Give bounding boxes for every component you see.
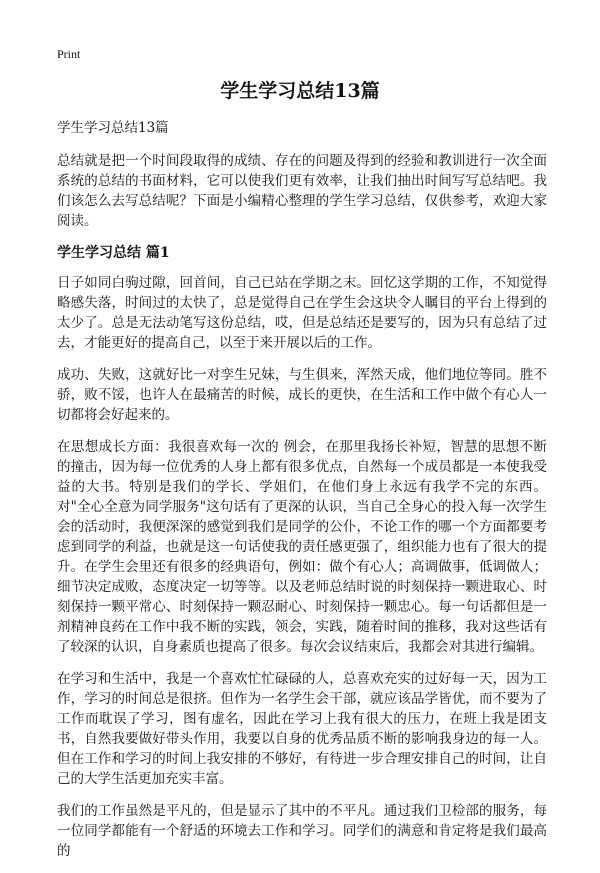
body-paragraph: 在学习和生活中，我是一个喜欢忙忙碌碌的人，总喜欢充实的过好每一天，因为工作，学习的时间总是很挤。但作为一名学生会干部，就应该品学皆优，而不要为了工作而耽误了学习，图有虚名，因此在学习上我有很大的压力，在班上我是团支书，自然我要做好带头作用，我要以自身的优秀品质不断的影响我身边的每一人。但在工作和学习的时间上我安排的不够好，有待进一步合理安排自己的时间，让自己的大学生活更加充实丰富。 xyxy=(57,671,547,787)
document-body xyxy=(57,118,547,873)
document-title: 学生学习总结13篇 xyxy=(220,80,380,102)
document-subtitle: 学生学习总结13篇 xyxy=(57,120,169,136)
section-heading: 学生学习总结 篇1 xyxy=(57,245,170,261)
intro-paragraph: 总结就是把一个时间段取得的成绩、存在的问题及得到的经验和教训进行一次全面系统的总结的书面材料，它可以使我们更有效率，让我们抽出时间写写总结吧。我们该怎么去写总结呢？下面是小编精心整理的学生学习总结，仅供参考，欢迎大家阅读。 xyxy=(57,153,547,229)
body-paragraph: 我们的工作虽然是平凡的，但是显示了其中的不平凡。通过我们卫检部的服务，每一位同学都能有一个舒适的环境去工作和学习。同学们的满意和肯定将是我们最高的 xyxy=(57,803,547,859)
print-label[interactable]: Print xyxy=(57,47,81,61)
body-paragraph: 成功、失败，这就好比一对孪生兄妹，与生俱来，浑然天成，他们地位等同。胜不骄，败不馁，也许人在最痛苦的时候，成长的更快，在生活和工作中做个有心人一切都将会好起来的。 xyxy=(57,367,547,423)
body-paragraph: 在思想成长方面：我很喜欢每一次的 例会，在那里我扬长补短，智慧的思想不断的撞击，因为每一位优秀的人身上都有很多优点，自然每一个成员都是一本使我受益的大书。特别是我们的学长、学姐们，在他们身上永远有我学不完的东西。对"全心全意为同学服务"这句话有了更深的认识，当自己全身心的投入每一次学生会的活动时，我便深深的感觉到我们是同学的公仆，不论工作的哪一个方面都要考虑到同学的利益，也就是这一句话使我的责任感更强了，组织能力也有了很大的提升。在学生会里还有很多的经典语句，例如：做个有心人；高调做事，低调做人；细节决定成败，态度决定一切等等。以及老师总结时说的时刻保持一颗进取心、时刻保持一颗平常心、时刻保持一颗忍耐心、时刻保持一颗忠心。每一句话都但是一剂精神良药在工作中我不断的实践，领会，实践，随着时间的推移，我对这些话有了较深的认识，自身素质也提高了很多。每次会议结束后，我都会对其进行编辑。 xyxy=(57,439,547,655)
body-paragraph: 日子如同白驹过隙，回首间，自己已站在学期之末。回忆这学期的工作，不知觉得略感失落，时间过的太快了，总是觉得自己在学生会这块令人瞩目的平台上得到的太少了。总是无法动笔写这份总结，哎，但是总结还是要写的，因为只有总结了过去，才能更好的提高自己，以至于来开展以后的工作。 xyxy=(57,275,547,351)
